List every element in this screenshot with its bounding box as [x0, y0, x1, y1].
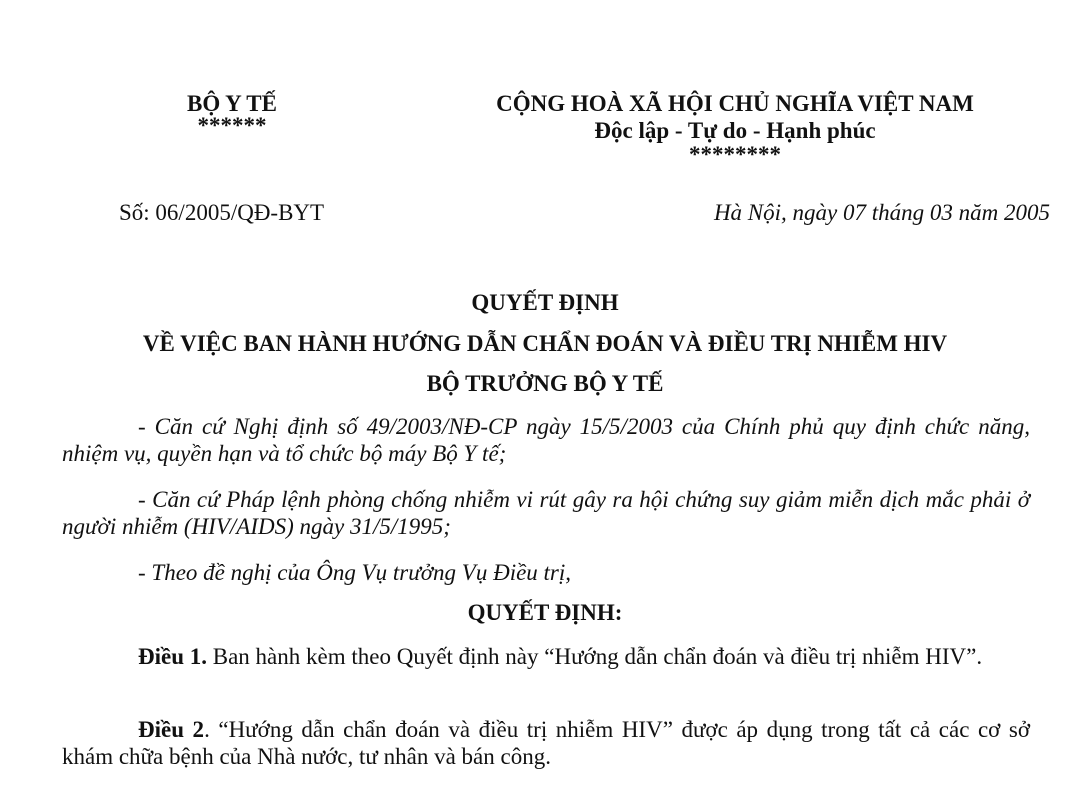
- preamble-item: - Căn cứ Nghị định số 49/2003/NĐ-CP ngày 15/5/2003 của Chính phủ quy định chức năng, nhiệm vụ, quyền hạn và tổ chức bộ máy Bộ Y tế;: [62, 414, 1030, 466]
- article-1: [62, 643, 1030, 670]
- place-and-date: Hà Nội, ngày 07 tháng 03 năm 2005: [713, 200, 1050, 225]
- article-text: Ban hành kèm theo Quyết định này “Hướng dẫn chẩn đoán và điều trị nhiễm HIV”.: [207, 644, 983, 669]
- document-number: Số: 06/2005/QĐ-BYT: [119, 200, 325, 225]
- article-2: [62, 716, 1030, 770]
- preamble-item: - Căn cứ Pháp lệnh phòng chống nhiễm vi rút gây ra hội chứng suy giảm miễn dịch mắc phải ở người nhiễm (HIV/AIDS) ngày 31/5/1995;: [62, 487, 1030, 539]
- article-label: Điều 2: [138, 717, 205, 742]
- national-motto: Độc lập - Tự do - Hạnh phúc: [594, 118, 876, 143]
- document-subject: VỀ VIỆC BAN HÀNH HƯỚNG DẪN CHẨN ĐOÁN VÀ ĐIỀU TRỊ NHIỄM HIV: [142, 331, 948, 356]
- republic-name: CỘNG HOÀ XÃ HỘI CHỦ NGHĨA VIỆT NAM: [496, 91, 974, 116]
- article-text: . “Hướng dẫn chẩn đoán và điều trị nhiễm HIV” được áp dụng trong tất cả các cơ sở khám chữa bệnh của Nhà nước, tư nhân và bán công.: [62, 717, 1031, 769]
- issuing-authority: BỘ TRƯỞNG BỘ Y TẾ: [426, 371, 664, 396]
- ministry-stars: ******: [197, 113, 267, 138]
- document-title: QUYẾT ĐỊNH: [471, 290, 619, 315]
- preamble-item: - Theo đề nghị của Ông Vụ trưởng Vụ Điều trị,: [138, 560, 572, 585]
- decision-heading: QUYẾT ĐỊNH:: [467, 600, 623, 625]
- article-label: Điều 1.: [138, 644, 207, 669]
- ministry-name: BỘ Y TẾ: [187, 91, 277, 116]
- motto-stars: ********: [689, 142, 781, 167]
